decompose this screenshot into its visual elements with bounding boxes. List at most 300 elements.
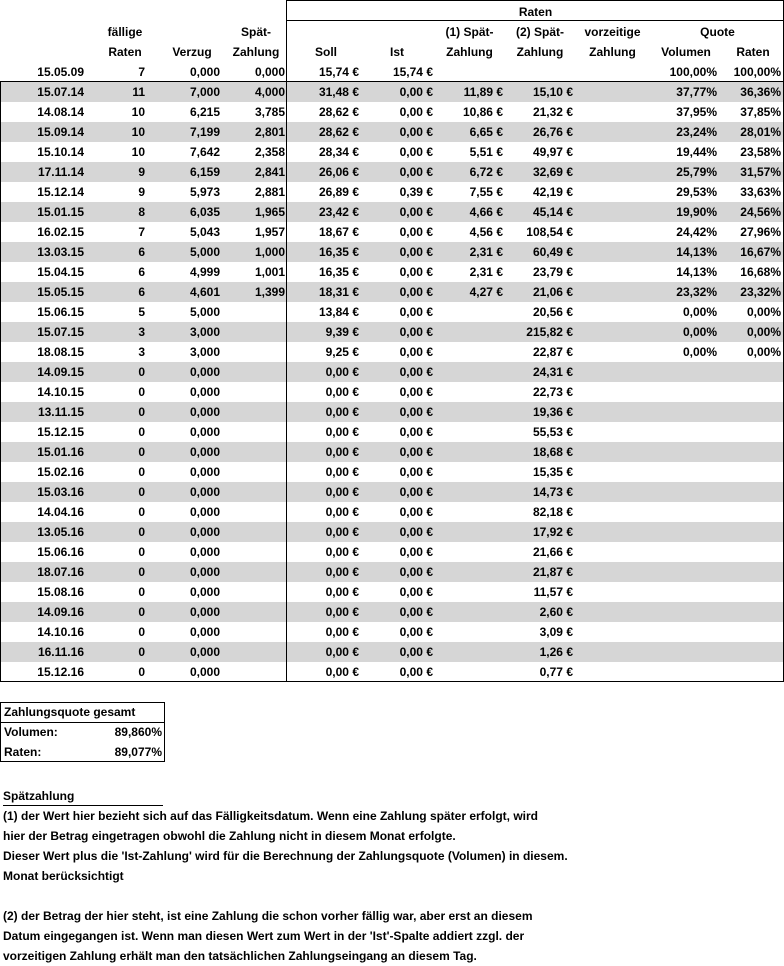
soll-cell: 28,34 €: [318, 145, 359, 159]
faellige-cell: 10: [131, 145, 145, 159]
ist-cell: 0,00 €: [399, 445, 433, 459]
date-cell: 18.08.15: [37, 345, 84, 359]
summary-raten-label: Raten:: [4, 745, 42, 759]
volumen-cell: 29,53%: [676, 185, 717, 199]
faellige-cell: 9: [138, 165, 145, 179]
header-volumen: Volumen: [661, 45, 711, 59]
verzug-cell: 0,000: [189, 445, 220, 459]
raten-group-underline: [287, 20, 784, 21]
header-spaet2-line1: (2) Spät-: [516, 25, 564, 39]
spaet2-cell: 42,19 €: [532, 185, 573, 199]
spaet2-cell: 22,87 €: [532, 345, 573, 359]
notes-line: Dieser Wert plus die 'Ist-Zahlung' wird für die Berechnung der Zahlungsquote (Volumen) in diesem.: [3, 849, 568, 863]
verzug-cell: 0,000: [189, 525, 220, 539]
ist-cell: 0,00 €: [399, 545, 433, 559]
date-cell: 15.07.15: [37, 325, 84, 339]
raten-section-divider: [286, 0, 287, 682]
payment-quota-summary: [0, 702, 165, 762]
summary-title: Zahlungsquote gesamt: [4, 705, 136, 719]
ist-cell: 0,00 €: [399, 265, 433, 279]
soll-cell: 0,00 €: [325, 505, 359, 519]
volumen-cell: 23,24%: [676, 125, 717, 139]
vorzeitige-cell: [576, 662, 646, 682]
volumen-cell: 100,00%: [669, 65, 717, 79]
verzug-cell: 6,159: [189, 165, 220, 179]
summary-raten-value: 89,077%: [114, 745, 162, 759]
date-cell: 14.04.16: [37, 505, 84, 519]
verzug-cell: 6,035: [189, 205, 220, 219]
spaet2-cell: 55,53 €: [532, 425, 573, 439]
date-cell: 15.05.15: [37, 285, 84, 299]
raten-quote-cell: 100,00%: [733, 65, 781, 79]
ist-cell: 0,00 €: [399, 125, 433, 139]
faellige-cell: 0: [138, 525, 145, 539]
raten-quote-cell: [720, 522, 781, 542]
spaet-cell: [228, 402, 285, 422]
soll-cell: 0,00 €: [325, 385, 359, 399]
raten-quote-cell: [720, 422, 781, 442]
spaet2-cell: [505, 62, 573, 82]
header-faellige-line1: fällige: [107, 25, 143, 39]
spaet-cell: [228, 622, 285, 642]
spaet-cell: 2,841: [254, 165, 285, 179]
date-cell: 15.06.15: [37, 305, 84, 319]
spaet-cell: 2,881: [254, 185, 285, 199]
summary-raten-row: [1, 743, 164, 763]
verzug-cell: 0,000: [189, 625, 220, 639]
spaet1-cell: [436, 422, 503, 442]
date-cell: 15.04.15: [37, 265, 84, 279]
spaet-cell: [228, 482, 285, 502]
raten-quote-cell: 28,01%: [740, 125, 781, 139]
soll-cell: 18,31 €: [318, 285, 359, 299]
faellige-cell: 0: [138, 545, 145, 559]
spaet-cell: [228, 642, 285, 662]
spaet-cell: [228, 462, 285, 482]
spaet-cell: [228, 422, 285, 442]
spaet-cell: [228, 502, 285, 522]
header-faellige-line2: Raten: [108, 45, 142, 59]
spaet2-cell: 18,68 €: [532, 445, 573, 459]
raten-quote-cell: 0,00%: [746, 325, 781, 339]
volumen-cell: [650, 382, 717, 402]
vorzeitige-cell: [576, 442, 646, 462]
header-soll: Soll: [314, 45, 337, 59]
soll-cell: 0,00 €: [325, 545, 359, 559]
ist-cell: 0,00 €: [399, 485, 433, 499]
spaet-cell: [228, 322, 285, 342]
raten-quote-cell: [720, 442, 781, 462]
spaet2-cell: 32,69 €: [532, 165, 573, 179]
spaet1-cell: 6,72 €: [469, 165, 503, 179]
faellige-cell: 0: [138, 365, 145, 379]
ist-cell: 0,00 €: [399, 405, 433, 419]
volumen-cell: [650, 562, 717, 582]
spaet1-cell: 4,66 €: [469, 205, 503, 219]
ist-cell: 0,00 €: [399, 145, 433, 159]
ist-cell: 0,00 €: [399, 525, 433, 539]
spaet2-cell: 14,73 €: [532, 485, 573, 499]
date-cell: 15.05.09: [37, 65, 84, 79]
spaet-cell: [228, 602, 285, 622]
raten-quote-cell: 37,85%: [740, 105, 781, 119]
date-cell: 15.02.16: [37, 465, 84, 479]
vorzeitige-cell: [576, 422, 646, 442]
soll-cell: 0,00 €: [325, 625, 359, 639]
volumen-cell: 24,42%: [676, 225, 717, 239]
spaet2-cell: 108,54 €: [526, 225, 573, 239]
faellige-cell: 0: [138, 385, 145, 399]
raten-quote-cell: [720, 402, 781, 422]
raten-quote-cell: [720, 462, 781, 482]
date-cell: 16.11.16: [37, 645, 84, 659]
volumen-cell: 0,00%: [682, 325, 717, 339]
volumen-cell: [650, 502, 717, 522]
vorzeitige-cell: [576, 502, 646, 522]
raten-quote-cell: [720, 502, 781, 522]
spaet2-cell: 3,09 €: [539, 625, 573, 639]
spaet-cell: 2,358: [254, 145, 285, 159]
raten-quote-cell: [720, 362, 781, 382]
faellige-cell: 8: [138, 205, 145, 219]
soll-cell: 28,62 €: [318, 105, 359, 119]
notes-line: Datum eingegangen ist. Wenn man diesen Wert zum Wert in der 'Ist'-Spalte addiert zzgl. der: [3, 929, 525, 943]
faellige-cell: 0: [138, 505, 145, 519]
ist-cell: 0,00 €: [399, 565, 433, 579]
vorzeitige-cell: [576, 362, 646, 382]
faellige-cell: 6: [138, 245, 145, 259]
date-cell: 15.08.16: [37, 585, 84, 599]
spaet2-cell: 21,32 €: [532, 105, 573, 119]
ist-cell: 0,00 €: [399, 585, 433, 599]
verzug-cell: 0,000: [189, 485, 220, 499]
spaet1-cell: [436, 562, 503, 582]
verzug-cell: 0,000: [189, 545, 220, 559]
soll-cell: 0,00 €: [325, 365, 359, 379]
spaet1-cell: 2,31 €: [469, 265, 503, 279]
header-spaet2-line2: Zahlung: [516, 45, 564, 59]
vorzeitige-cell: [576, 222, 646, 242]
date-cell: 15.01.16: [37, 445, 84, 459]
spaet2-cell: 20,56 €: [532, 305, 573, 319]
date-cell: 15.01.15: [37, 205, 84, 219]
spaet2-cell: 22,73 €: [532, 385, 573, 399]
spaet1-cell: [436, 62, 503, 82]
ist-cell: 0,00 €: [399, 425, 433, 439]
raten-quote-cell: 23,58%: [740, 145, 781, 159]
date-cell: 15.10.14: [37, 145, 84, 159]
volumen-cell: [650, 582, 717, 602]
volumen-cell: [650, 462, 717, 482]
vorzeitige-cell: [576, 562, 646, 582]
raten-quote-cell: [720, 582, 781, 602]
raten-quote-cell: 27,96%: [740, 225, 781, 239]
verzug-cell: 0,000: [189, 385, 220, 399]
date-cell: 18.07.16: [37, 565, 84, 579]
verzug-cell: 4,999: [189, 265, 220, 279]
ist-cell: 0,00 €: [399, 305, 433, 319]
date-cell: 15.06.16: [37, 545, 84, 559]
spaet2-cell: 1,26 €: [539, 645, 573, 659]
soll-cell: 16,35 €: [318, 265, 359, 279]
faellige-cell: 11: [132, 85, 145, 99]
soll-cell: 0,00 €: [325, 665, 359, 679]
volumen-cell: [650, 602, 717, 622]
spaet-cell: [228, 362, 285, 382]
raten-quote-cell: [720, 642, 781, 662]
spaet-cell: [228, 342, 285, 362]
soll-cell: 0,00 €: [325, 445, 359, 459]
spaet2-cell: 49,97 €: [532, 145, 573, 159]
spaet-cell: [228, 522, 285, 542]
ist-cell: 0,00 €: [399, 385, 433, 399]
spaet-cell: [228, 382, 285, 402]
faellige-cell: 3: [138, 345, 145, 359]
spaet1-cell: [436, 462, 503, 482]
spaet-cell: 0,000: [254, 65, 285, 79]
ist-cell: 0,00 €: [399, 105, 433, 119]
spaet1-cell: 11,89 €: [463, 85, 503, 99]
notes-title-line: [3, 786, 763, 806]
vorzeitige-cell: [576, 602, 646, 622]
late-payment-notes: [3, 786, 763, 966]
volumen-cell: [650, 542, 717, 562]
header-vorzeitige-line1: vorzeitige: [584, 25, 641, 39]
verzug-cell: 6,215: [189, 105, 220, 119]
vorzeitige-cell: [576, 62, 646, 82]
date-cell: 13.11.15: [37, 405, 84, 419]
volumen-cell: [650, 662, 717, 682]
faellige-cell: 0: [138, 445, 145, 459]
volumen-cell: [650, 522, 717, 542]
ist-cell: 0,00 €: [399, 505, 433, 519]
spaet2-cell: 15,10 €: [532, 85, 573, 99]
ist-cell: 0,00 €: [399, 645, 433, 659]
verzug-cell: 0,000: [189, 505, 220, 519]
date-cell: 15.03.16: [37, 485, 84, 499]
raten-quote-cell: 16,67%: [740, 245, 781, 259]
verzug-cell: 5,973: [189, 185, 220, 199]
spaet1-cell: 6,65 €: [469, 125, 503, 139]
spaet-cell: 1,399: [254, 285, 285, 299]
vorzeitige-cell: [576, 162, 646, 182]
ist-cell: 0,00 €: [399, 165, 433, 179]
notes-line: vorzeitigen Zahlung erhält man den tatsächlichen Zahlungseingang an diesem Tag.: [3, 949, 477, 963]
soll-cell: 15,74 €: [318, 65, 359, 79]
notes-spacer: [3, 886, 763, 906]
ist-cell: 0,39 €: [399, 185, 433, 199]
header-spaet1-line2: Zahlung: [446, 45, 493, 59]
raten-quote-cell: [720, 602, 781, 622]
ist-cell: 0,00 €: [399, 85, 433, 99]
volumen-cell: [650, 622, 717, 642]
spaet1-cell: [436, 402, 503, 422]
vorzeitige-cell: [576, 182, 646, 202]
volumen-cell: 19,44%: [676, 145, 717, 159]
spaet2-cell: 45,14 €: [532, 205, 573, 219]
soll-cell: 18,67 €: [318, 225, 359, 239]
verzug-cell: 0,000: [189, 65, 220, 79]
spaet1-cell: [436, 322, 503, 342]
verzug-cell: 5,043: [189, 225, 220, 239]
faellige-cell: 0: [138, 585, 145, 599]
vorzeitige-cell: [576, 382, 646, 402]
raten-quote-cell: [720, 662, 781, 682]
raten-quote-cell: [720, 562, 781, 582]
spaet-cell: 1,000: [254, 245, 285, 259]
ist-cell: 0,00 €: [399, 245, 433, 259]
spaet1-cell: [436, 622, 503, 642]
ist-cell: 0,00 €: [399, 365, 433, 379]
volumen-cell: 23,32%: [676, 285, 717, 299]
faellige-cell: 0: [138, 485, 145, 499]
faellige-cell: 6: [138, 265, 145, 279]
volumen-cell: 37,77%: [676, 85, 717, 99]
soll-cell: 16,35 €: [318, 245, 359, 259]
spaet1-cell: [436, 642, 503, 662]
volumen-cell: [650, 362, 717, 382]
faellige-cell: 0: [138, 465, 145, 479]
vorzeitige-cell: [576, 342, 646, 362]
date-cell: 14.10.16: [37, 625, 84, 639]
spaet2-cell: 24,31 €: [532, 365, 573, 379]
spaet1-cell: [436, 482, 503, 502]
summary-volumen-value: 89,860%: [114, 725, 162, 739]
table-left-border: [0, 81, 1, 682]
spaet1-cell: [436, 442, 503, 462]
spaet1-cell: [436, 542, 503, 562]
volumen-cell: 14,13%: [676, 265, 717, 279]
volumen-cell: [650, 402, 717, 422]
header-spaet-line2: Zahlung: [232, 45, 280, 59]
verzug-cell: 0,000: [189, 645, 220, 659]
raten-quote-cell: 0,00%: [746, 345, 781, 359]
spaet2-cell: 23,79 €: [532, 265, 573, 279]
ist-cell: 0,00 €: [399, 665, 433, 679]
spaet2-cell: 17,92 €: [532, 525, 573, 539]
date-cell: 14.09.15: [37, 365, 84, 379]
spaet1-cell: 10,86 €: [462, 105, 503, 119]
volumen-cell: [650, 482, 717, 502]
notes-line: (1) der Wert hier bezieht sich auf das Fälligkeitsdatum. Wenn eine Zahlung später erfolgt, wird: [3, 809, 538, 823]
spaet1-cell: [436, 522, 503, 542]
ist-cell: 0,00 €: [399, 465, 433, 479]
date-cell: 13.03.15: [37, 245, 84, 259]
vorzeitige-cell: [576, 262, 646, 282]
soll-cell: 13,84 €: [318, 305, 359, 319]
summary-volumen-row: [1, 723, 164, 743]
raten-quote-cell: [720, 382, 781, 402]
vorzeitige-cell: [576, 482, 646, 502]
raten-quote-cell: 36,36%: [740, 85, 781, 99]
ist-cell: 0,00 €: [399, 205, 433, 219]
volumen-cell: 0,00%: [682, 305, 717, 319]
ist-cell: 15,74 €: [392, 65, 433, 79]
raten-quote-cell: 33,63%: [740, 185, 781, 199]
soll-cell: 0,00 €: [325, 525, 359, 539]
soll-cell: 0,00 €: [325, 645, 359, 659]
vorzeitige-cell: [576, 542, 646, 562]
vorzeitige-cell: [576, 242, 646, 262]
spaet2-cell: 11,57 €: [533, 585, 573, 599]
ist-cell: 0,00 €: [399, 345, 433, 359]
spaet2-cell: 19,36 €: [532, 405, 573, 419]
soll-cell: 23,42 €: [318, 205, 359, 219]
spaet-cell: 2,801: [254, 125, 285, 139]
spaet2-cell: 21,06 €: [532, 285, 573, 299]
soll-cell: 26,06 €: [318, 165, 359, 179]
spaet1-cell: 4,56 €: [469, 225, 503, 239]
raten-quote-cell: 24,56%: [740, 205, 781, 219]
spaet1-cell: [436, 362, 503, 382]
vorzeitige-cell: [576, 622, 646, 642]
vorzeitige-cell: [576, 122, 646, 142]
verzug-cell: 0,000: [189, 405, 220, 419]
spaet-cell: [228, 302, 285, 322]
notes-line: (2) der Betrag der hier steht, ist eine Zahlung die schon vorher fällig war, aber erst an diesem: [3, 909, 533, 923]
spaet1-cell: [436, 662, 503, 682]
soll-cell: 9,39 €: [325, 325, 359, 339]
faellige-cell: 0: [138, 625, 145, 639]
soll-cell: 28,62 €: [318, 125, 359, 139]
vorzeitige-cell: [576, 402, 646, 422]
spaet1-cell: [436, 602, 503, 622]
volumen-cell: [650, 642, 717, 662]
spaet1-cell: [436, 342, 503, 362]
faellige-cell: 0: [138, 425, 145, 439]
verzug-cell: 7,642: [189, 145, 220, 159]
spaet2-cell: 21,87 €: [532, 565, 573, 579]
faellige-cell: 6: [138, 285, 145, 299]
spaet-cell: [228, 542, 285, 562]
verzug-cell: 5,000: [189, 305, 220, 319]
notes-line: hier der Betrag eingetragen obwohl die Zahlung nicht in diesem Monat erfolgte.: [3, 829, 456, 843]
date-cell: 17.11.14: [37, 165, 84, 179]
date-cell: 13.05.16: [37, 525, 84, 539]
raten-quote-cell: [720, 542, 781, 562]
soll-cell: 0,00 €: [325, 605, 359, 619]
faellige-cell: 9: [138, 185, 145, 199]
spaet-cell: [228, 442, 285, 462]
header-spaet-line1: Spät-: [241, 25, 271, 39]
spaet-cell: 1,965: [254, 205, 285, 219]
spaet1-cell: [436, 582, 503, 602]
header-top-line: [287, 0, 784, 1]
raten-quote-cell: 16,68%: [740, 265, 781, 279]
header-raten-group: Raten: [518, 5, 553, 19]
faellige-cell: 0: [138, 605, 145, 619]
date-cell: 15.07.14: [37, 85, 84, 99]
vorzeitige-cell: [576, 322, 646, 342]
ist-cell: 0,00 €: [399, 225, 433, 239]
soll-cell: 26,89 €: [318, 185, 359, 199]
soll-cell: 0,00 €: [325, 565, 359, 579]
spaet2-cell: 60,49 €: [532, 245, 573, 259]
header-vorzeitige-line2: Zahlung: [589, 45, 636, 59]
faellige-cell: 7: [138, 65, 145, 79]
date-cell: 15.12.14: [37, 185, 84, 199]
faellige-cell: 5: [138, 305, 145, 319]
date-cell: 14.09.16: [37, 605, 84, 619]
header-spaet1-line1: (1) Spät-: [445, 25, 494, 39]
raten-quote-cell: [720, 482, 781, 502]
vorzeitige-cell: [576, 82, 646, 102]
raten-quote-cell: 0,00%: [746, 305, 781, 319]
soll-cell: 0,00 €: [325, 405, 359, 419]
date-cell: 14.08.14: [37, 105, 84, 119]
raten-quote-cell: [720, 622, 781, 642]
faellige-cell: 7: [138, 225, 145, 239]
